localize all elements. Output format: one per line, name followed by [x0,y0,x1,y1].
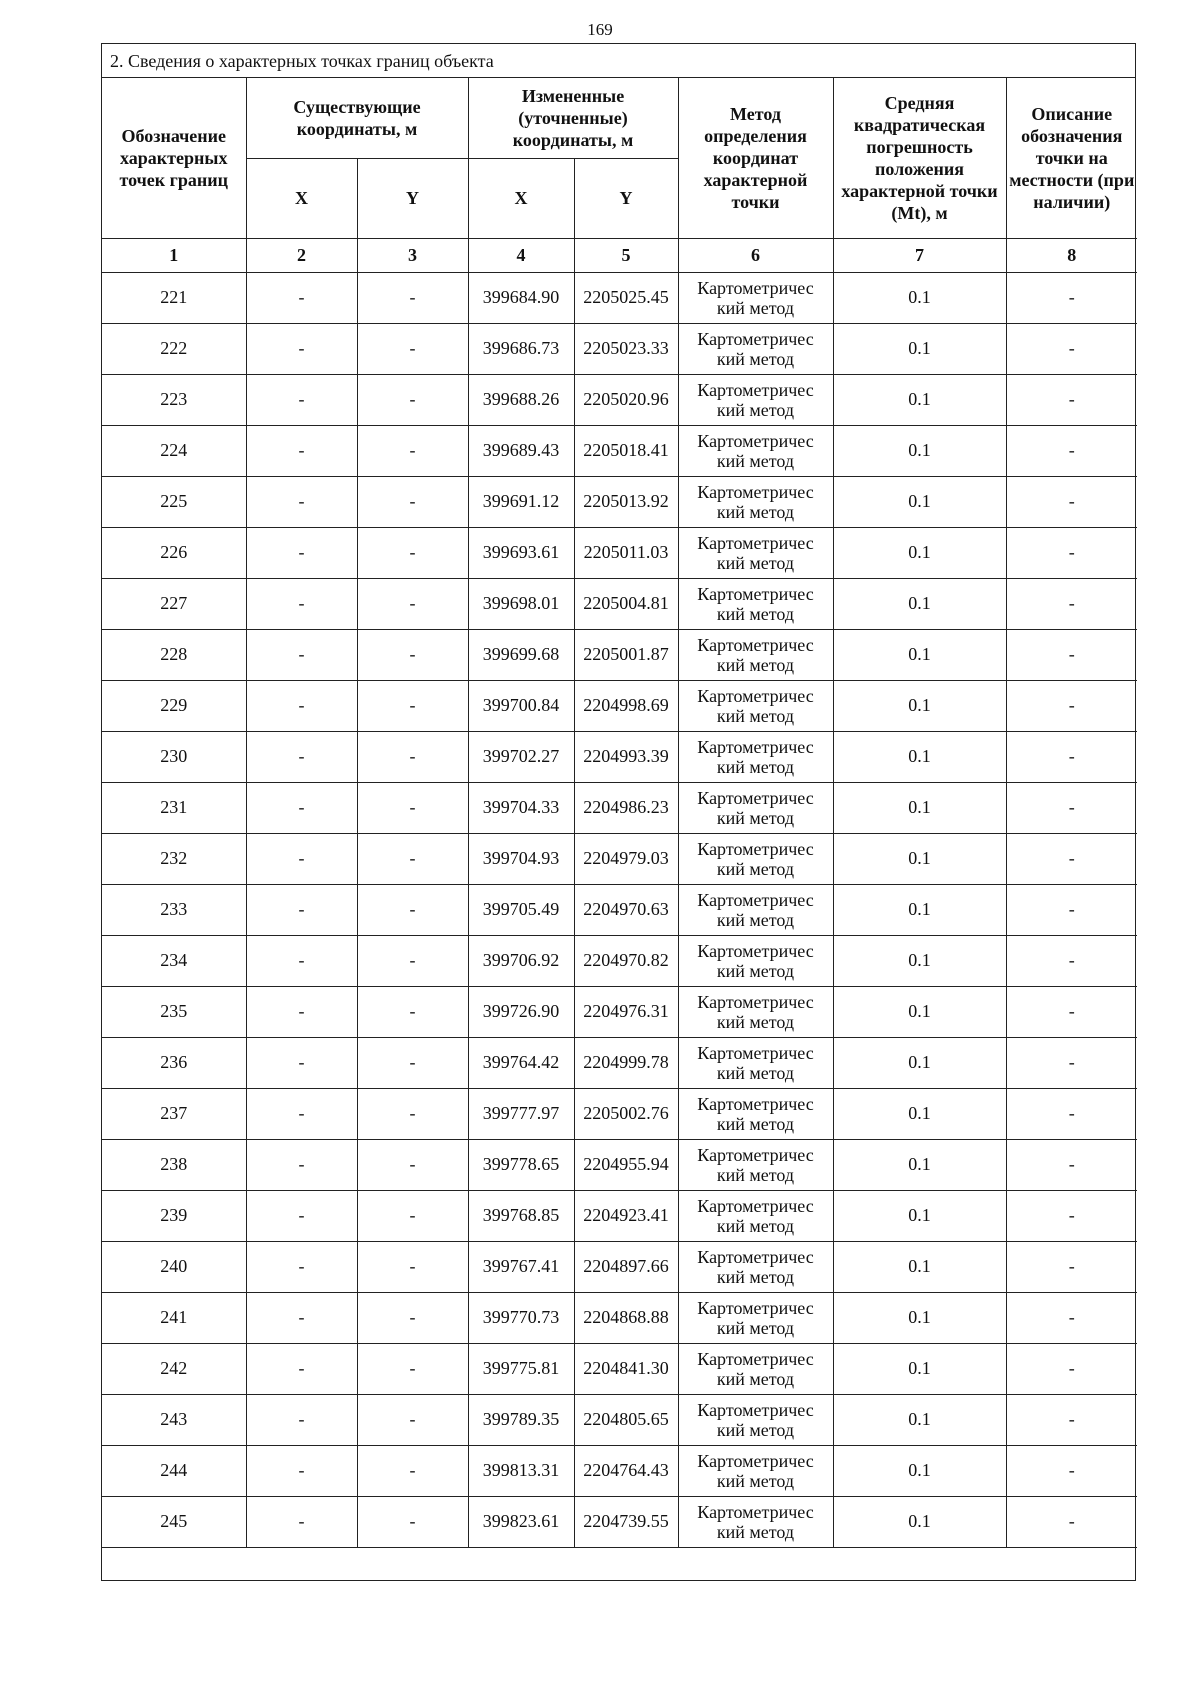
table-row [102,1190,1137,1241]
existing-y-cell: - [357,629,468,680]
method-cell [678,680,833,731]
point-id-cell: 240 [102,1241,246,1292]
column-number: 8 [1006,238,1137,272]
document-frame [101,43,1136,1581]
changed-y-cell: 2205002.76 [574,1088,678,1139]
error-cell: 0.1 [833,272,1006,323]
error-cell: 0.1 [833,476,1006,527]
existing-y-cell: - [357,782,468,833]
table-row [102,986,1137,1037]
point-id-cell: 221 [102,272,246,323]
description-cell: - [1006,986,1137,1037]
method-line-1: Картометричес [697,277,814,298]
method-line-2: кий метод [716,1164,795,1185]
changed-y-cell: 2204986.23 [574,782,678,833]
changed-y-cell: 2204805.65 [574,1394,678,1445]
changed-x-cell: 399770.73 [468,1292,574,1343]
error-cell: 0.1 [833,884,1006,935]
point-id-cell: 234 [102,935,246,986]
point-id-cell: 224 [102,425,246,476]
description-cell: - [1006,1088,1137,1139]
method-line-2: кий метод [716,297,795,318]
point-id-cell: 226 [102,527,246,578]
point-id-cell: 232 [102,833,246,884]
existing-y-cell: - [357,680,468,731]
changed-x-cell: 399704.33 [468,782,574,833]
changed-x-cell: 399706.92 [468,935,574,986]
method-line-1: Картометричес [697,430,814,451]
description-cell: - [1006,374,1137,425]
method-line-1: Картометричес [697,1297,814,1318]
method-line-1: Картометричес [697,1144,814,1165]
existing-y-cell: - [357,1088,468,1139]
error-cell: 0.1 [833,935,1006,986]
table-row [102,1496,1137,1547]
existing-x-cell: - [246,1139,357,1190]
existing-y-cell: - [357,1241,468,1292]
description-cell: - [1006,680,1137,731]
method-line-2: кий метод [716,705,795,726]
changed-y-cell: 2205020.96 [574,374,678,425]
existing-x-cell: - [246,1190,357,1241]
method-cell [678,374,833,425]
existing-y-cell: - [357,272,468,323]
existing-y-cell: - [357,578,468,629]
existing-y-cell: - [357,374,468,425]
existing-x-cell: - [246,1292,357,1343]
changed-y-cell: 2204868.88 [574,1292,678,1343]
error-cell: 0.1 [833,731,1006,782]
method-line-2: кий метод [716,348,795,369]
error-cell: 0.1 [833,782,1006,833]
method-cell [678,1241,833,1292]
page-number: 169 [587,20,613,39]
header-changed-coords: Измененные (уточненные) координаты, м [468,78,678,158]
changed-x-cell: 399767.41 [468,1241,574,1292]
changed-x-cell: 399813.31 [468,1445,574,1496]
changed-y-cell: 2204970.82 [574,935,678,986]
error-cell: 0.1 [833,323,1006,374]
existing-y-cell: - [357,1190,468,1241]
changed-x-cell: 399789.35 [468,1394,574,1445]
changed-x-cell: 399777.97 [468,1088,574,1139]
existing-y-cell: - [357,323,468,374]
method-line-1: Картометричес [697,889,814,910]
point-id-cell: 243 [102,1394,246,1445]
method-cell [678,323,833,374]
error-cell: 0.1 [833,1037,1006,1088]
description-cell: - [1006,1445,1137,1496]
description-cell: - [1006,578,1137,629]
method-cell [678,1190,833,1241]
changed-x-cell: 399705.49 [468,884,574,935]
existing-x-cell: - [246,884,357,935]
existing-x-cell: - [246,476,357,527]
changed-x-cell: 399689.43 [468,425,574,476]
method-line-1: Картометричес [697,940,814,961]
existing-y-cell: - [357,1445,468,1496]
table-row [102,884,1137,935]
method-line-2: кий метод [716,909,795,930]
changed-x-cell: 399726.90 [468,986,574,1037]
method-cell [678,578,833,629]
table-row [102,1292,1137,1343]
existing-y-cell: - [357,986,468,1037]
changed-y-cell: 2205018.41 [574,425,678,476]
point-id-cell: 238 [102,1139,246,1190]
error-cell: 0.1 [833,833,1006,884]
table-row [102,578,1137,629]
method-line-2: кий метод [716,399,795,420]
column-number: 3 [357,238,468,272]
table-row [102,782,1137,833]
description-cell: - [1006,833,1137,884]
method-line-1: Картометричес [697,328,814,349]
existing-x-cell: - [246,374,357,425]
method-line-1: Картометричес [697,838,814,859]
method-cell [678,884,833,935]
header-existing-x: X [246,158,357,238]
error-cell: 0.1 [833,629,1006,680]
method-cell [678,833,833,884]
method-line-2: кий метод [716,1521,795,1542]
changed-y-cell: 2204976.31 [574,986,678,1037]
error-cell: 0.1 [833,1445,1006,1496]
method-line-1: Картометричес [697,532,814,553]
column-number: 7 [833,238,1006,272]
existing-x-cell: - [246,1496,357,1547]
existing-x-cell: - [246,1394,357,1445]
point-id-cell: 237 [102,1088,246,1139]
table-row [102,833,1137,884]
table-row [102,935,1137,986]
existing-x-cell: - [246,1088,357,1139]
method-line-1: Картометричес [697,1246,814,1267]
description-cell: - [1006,527,1137,578]
changed-x-cell: 399691.12 [468,476,574,527]
description-cell: - [1006,1496,1137,1547]
existing-x-cell: - [246,1037,357,1088]
description-cell: - [1006,425,1137,476]
existing-y-cell: - [357,884,468,935]
method-line-1: Картометричес [697,481,814,502]
existing-y-cell: - [357,1343,468,1394]
point-id-cell: 236 [102,1037,246,1088]
table-row [102,476,1137,527]
method-line-2: кий метод [716,603,795,624]
method-line-2: кий метод [716,1317,795,1338]
method-line-2: кий метод [716,807,795,828]
description-cell: - [1006,272,1137,323]
description-cell: - [1006,1037,1137,1088]
description-cell: - [1006,1292,1137,1343]
error-cell: 0.1 [833,1241,1006,1292]
changed-y-cell: 2205001.87 [574,629,678,680]
column-number: 4 [468,238,574,272]
existing-x-cell: - [246,425,357,476]
changed-y-cell: 2204739.55 [574,1496,678,1547]
existing-y-cell: - [357,833,468,884]
header-changed-x: X [468,158,574,238]
error-cell: 0.1 [833,1292,1006,1343]
method-line-1: Картометричес [697,583,814,604]
column-number: 2 [246,238,357,272]
header-designation: Обозначение характерных точек границ [102,78,246,238]
point-id-cell: 228 [102,629,246,680]
boundary-points-table [102,78,1137,1548]
method-line-1: Картометричес [697,1042,814,1063]
method-line-2: кий метод [716,654,795,675]
method-line-1: Картометричес [697,379,814,400]
method-cell [678,1292,833,1343]
header-error: Средняя квадратическая погрешность положения характерной точки (Mt), м [833,78,1006,238]
existing-y-cell: - [357,1037,468,1088]
point-id-cell: 227 [102,578,246,629]
changed-x-cell: 399768.85 [468,1190,574,1241]
method-cell [678,782,833,833]
changed-y-cell: 2204955.94 [574,1139,678,1190]
method-cell [678,1037,833,1088]
method-line-2: кий метод [716,1470,795,1491]
changed-x-cell: 399699.68 [468,629,574,680]
changed-x-cell: 399823.61 [468,1496,574,1547]
method-line-2: кий метод [716,1419,795,1440]
point-id-cell: 233 [102,884,246,935]
changed-x-cell: 399693.61 [468,527,574,578]
method-line-1: Картометричес [697,787,814,808]
description-cell: - [1006,476,1137,527]
existing-x-cell: - [246,272,357,323]
method-line-2: кий метод [716,858,795,879]
changed-x-cell: 399704.93 [468,833,574,884]
description-cell: - [1006,323,1137,374]
method-cell [678,1343,833,1394]
method-line-2: кий метод [716,1266,795,1287]
method-line-1: Картометричес [697,634,814,655]
changed-y-cell: 2205025.45 [574,272,678,323]
error-cell: 0.1 [833,425,1006,476]
existing-y-cell: - [357,1139,468,1190]
method-cell [678,1496,833,1547]
existing-x-cell: - [246,833,357,884]
table-row [102,1139,1137,1190]
description-cell: - [1006,1241,1137,1292]
description-cell: - [1006,1343,1137,1394]
existing-y-cell: - [357,527,468,578]
method-line-1: Картометричес [697,1399,814,1420]
description-cell: - [1006,1190,1137,1241]
description-cell: - [1006,884,1137,935]
method-line-2: кий метод [716,1368,795,1389]
method-cell [678,1445,833,1496]
method-cell [678,629,833,680]
point-id-cell: 239 [102,1190,246,1241]
changed-x-cell: 399702.27 [468,731,574,782]
header-existing-y: Y [357,158,468,238]
description-cell: - [1006,1139,1137,1190]
header-existing-coords: Существующие координаты, м [246,78,468,158]
existing-x-cell: - [246,527,357,578]
method-line-1: Картометричес [697,1348,814,1369]
existing-x-cell: - [246,986,357,1037]
point-id-cell: 223 [102,374,246,425]
table-row [102,1394,1137,1445]
point-id-cell: 242 [102,1343,246,1394]
description-cell: - [1006,731,1137,782]
method-cell [678,986,833,1037]
existing-x-cell: - [246,323,357,374]
method-line-1: Картометричес [697,1093,814,1114]
error-cell: 0.1 [833,1496,1006,1547]
existing-y-cell: - [357,935,468,986]
method-line-2: кий метод [716,1113,795,1134]
method-line-1: Картометричес [697,685,814,706]
method-line-1: Картометричес [697,1450,814,1471]
method-line-2: кий метод [716,1215,795,1236]
point-id-cell: 244 [102,1445,246,1496]
column-numbers-row [102,238,1137,272]
changed-x-cell: 399688.26 [468,374,574,425]
table-row [102,629,1137,680]
method-line-1: Картометричес [697,736,814,757]
error-cell: 0.1 [833,1343,1006,1394]
table-row [102,1088,1137,1139]
existing-y-cell: - [357,731,468,782]
point-id-cell: 245 [102,1496,246,1547]
existing-y-cell: - [357,425,468,476]
changed-y-cell: 2205013.92 [574,476,678,527]
description-cell: - [1006,1394,1137,1445]
changed-y-cell: 2205011.03 [574,527,678,578]
description-cell: - [1006,629,1137,680]
point-id-cell: 225 [102,476,246,527]
changed-y-cell: 2204841.30 [574,1343,678,1394]
changed-x-cell: 399764.42 [468,1037,574,1088]
error-cell: 0.1 [833,1139,1006,1190]
changed-y-cell: 2204897.66 [574,1241,678,1292]
table-row [102,1037,1137,1088]
error-cell: 0.1 [833,986,1006,1037]
error-cell: 0.1 [833,578,1006,629]
column-number: 1 [102,238,246,272]
existing-x-cell: - [246,578,357,629]
method-cell [678,1394,833,1445]
error-cell: 0.1 [833,1190,1006,1241]
changed-x-cell: 399778.65 [468,1139,574,1190]
method-cell [678,425,833,476]
method-line-1: Картометричес [697,1195,814,1216]
changed-x-cell: 399684.90 [468,272,574,323]
changed-y-cell: 2204998.69 [574,680,678,731]
table-row [102,1445,1137,1496]
error-cell: 0.1 [833,1394,1006,1445]
method-line-2: кий метод [716,756,795,777]
error-cell: 0.1 [833,527,1006,578]
changed-x-cell: 399775.81 [468,1343,574,1394]
method-cell [678,1139,833,1190]
changed-x-cell: 399700.84 [468,680,574,731]
method-cell [678,731,833,782]
table-row [102,1343,1137,1394]
existing-x-cell: - [246,1445,357,1496]
method-cell [678,527,833,578]
changed-y-cell: 2204993.39 [574,731,678,782]
changed-y-cell: 2204764.43 [574,1445,678,1496]
error-cell: 0.1 [833,374,1006,425]
table-row [102,1241,1137,1292]
method-line-2: кий метод [716,501,795,522]
changed-y-cell: 2204999.78 [574,1037,678,1088]
changed-y-cell: 2205023.33 [574,323,678,374]
table-row [102,374,1137,425]
method-line-2: кий метод [716,552,795,573]
changed-x-cell: 399698.01 [468,578,574,629]
changed-y-cell: 2204979.03 [574,833,678,884]
column-number: 6 [678,238,833,272]
point-id-cell: 230 [102,731,246,782]
method-cell [678,476,833,527]
changed-x-cell: 399686.73 [468,323,574,374]
method-line-2: кий метод [716,960,795,981]
existing-x-cell: - [246,680,357,731]
error-cell: 0.1 [833,680,1006,731]
existing-y-cell: - [357,1394,468,1445]
existing-x-cell: - [246,935,357,986]
changed-y-cell: 2204970.63 [574,884,678,935]
table-row [102,731,1137,782]
table-row [102,527,1137,578]
header-description: Описание обозначения точки на местности (при наличии) [1006,78,1137,238]
method-cell [678,272,833,323]
existing-y-cell: - [357,1292,468,1343]
method-cell [678,1088,833,1139]
method-line-2: кий метод [716,1062,795,1083]
point-id-cell: 231 [102,782,246,833]
table-row [102,425,1137,476]
method-line-2: кий метод [716,1011,795,1032]
existing-x-cell: - [246,1343,357,1394]
table-row [102,323,1137,374]
existing-y-cell: - [357,476,468,527]
point-id-cell: 235 [102,986,246,1037]
changed-y-cell: 2205004.81 [574,578,678,629]
method-cell [678,935,833,986]
point-id-cell: 229 [102,680,246,731]
method-line-1: Картометричес [697,1501,814,1522]
column-number: 5 [574,238,678,272]
description-cell: - [1006,935,1137,986]
existing-x-cell: - [246,629,357,680]
table-row [102,272,1137,323]
point-id-cell: 241 [102,1292,246,1343]
description-cell: - [1006,782,1137,833]
error-cell: 0.1 [833,1088,1006,1139]
existing-x-cell: - [246,1241,357,1292]
method-line-1: Картометричес [697,991,814,1012]
section-title: 2. Сведения о характерных точках границ объекта [102,44,1135,78]
existing-y-cell: - [357,1496,468,1547]
existing-x-cell: - [246,731,357,782]
header-changed-y: Y [574,158,678,238]
table-row [102,680,1137,731]
point-id-cell: 222 [102,323,246,374]
header-method: Метод определения координат характерной точки [678,78,833,238]
existing-x-cell: - [246,782,357,833]
method-line-2: кий метод [716,450,795,471]
changed-y-cell: 2204923.41 [574,1190,678,1241]
